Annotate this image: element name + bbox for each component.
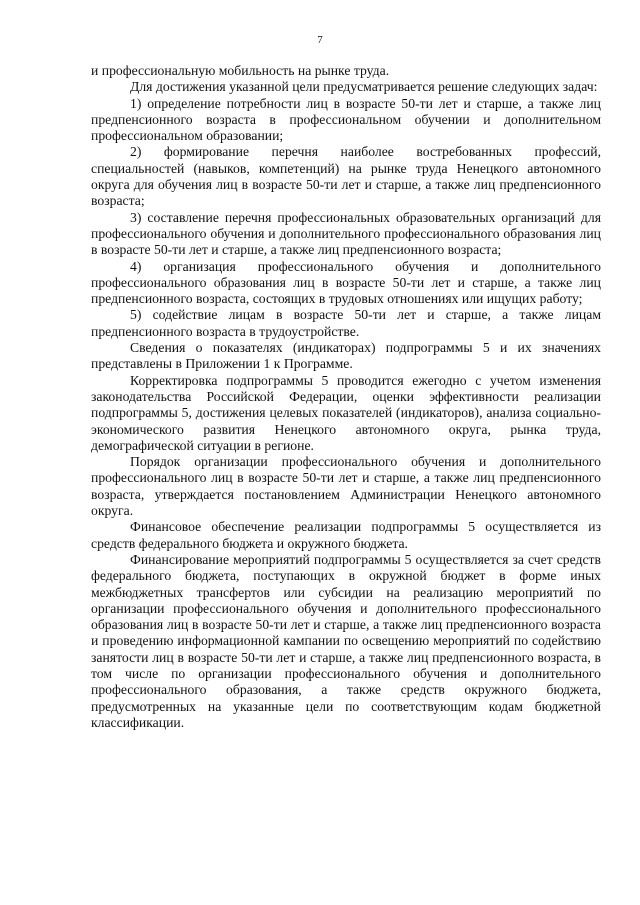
paragraph: Для достижения указанной цели предусматривается решение следующих задач: [130,79,598,95]
task-item-1: 1) определение потребности лиц в возрасте 50-ти лет и старше, а также лиц предпенсионного возраста в профессиональном обучении и дополнительном профессиональном образовании; [91,95,601,144]
task-item-3: 3) составление перечня профессиональных образовательных организаций для профессионального обучения и дополнительного профессионального образования лиц в возрасте 50-ти лет и старше, а также лиц предпенсионного возраста; [91,209,601,258]
paragraph: Финансирование мероприятий подпрограммы 5 осуществляется за счет средств федерального бюджета, поступающих в окружной бюджет в форме иных межбюджетных трансфертов или субсидии на реализацию мероприятий по организации профессионального обучения и дополнительного профессионального образования лиц в возрасте 50-ти лет и старше, а также лиц предпенсионного возраста и проведению информационной кампании по освещению мероприятий по содействию занятости лиц в возрасте 50-ти лет и старше, а также лиц предпенсионного возраста, в том числе по организации профессионального обучения и дополнительного профессионального образования, а также средств окружного бюджета, предусмотренных на указанные цели по соответствующим кодам бюджетной классификации. [91,551,601,730]
document-body [91,63,601,731]
task-item-4: 4) организация профессионального обучения и дополнительного профессионального образования лиц в возрасте 50-ти лет и старше, а также лиц предпенсионного возраста, состоящих в трудовых отношениях или ищущих работу; [91,258,601,307]
paragraph: Порядок организации профессионального обучения и дополнительного профессионального лиц в возрасте 50-ти лет и старше, а также лиц предпенсионного возраста, утверждается постановлением Администрации Ненецкого автономного округа. [91,454,601,519]
task-item-2: 2) формирование перечня наиболее востребованных профессий, специальностей (навыков, компетенций) на рынке труда Ненецкого автономного округа для обучения лиц в возрасте 50-ти лет и старше, а также лиц предпенсионного возраста; [91,144,601,209]
task-item-5: 5) содействие лицам в возрасте 50-ти лет и старше, а также лицам предпенсионного возраста в трудоустройстве. [91,307,601,339]
page-number: 7 [317,34,323,46]
paragraph: Корректировка подпрограммы 5 проводится ежегодно с учетом изменения законодательства Российской Федерации, оценки эффективности реализации подпрограммы 5, достижения целевых показателей (индикаторов), анализа социально-экономического развития Ненецкого автономного округа, рынка труда, демографической ситуации в регионе. [91,372,601,453]
paragraph: Финансовое обеспечение реализации подпрограммы 5 осуществляется из средств федерального бюджета и окружного бюджета. [91,519,601,551]
paragraph: и профессиональную мобильность на рынке труда. [91,63,390,78]
paragraph: Сведения о показателях (индикаторах) подпрограммы 5 и их значениях представлены в Приложении 1 к Программе. [91,340,601,372]
